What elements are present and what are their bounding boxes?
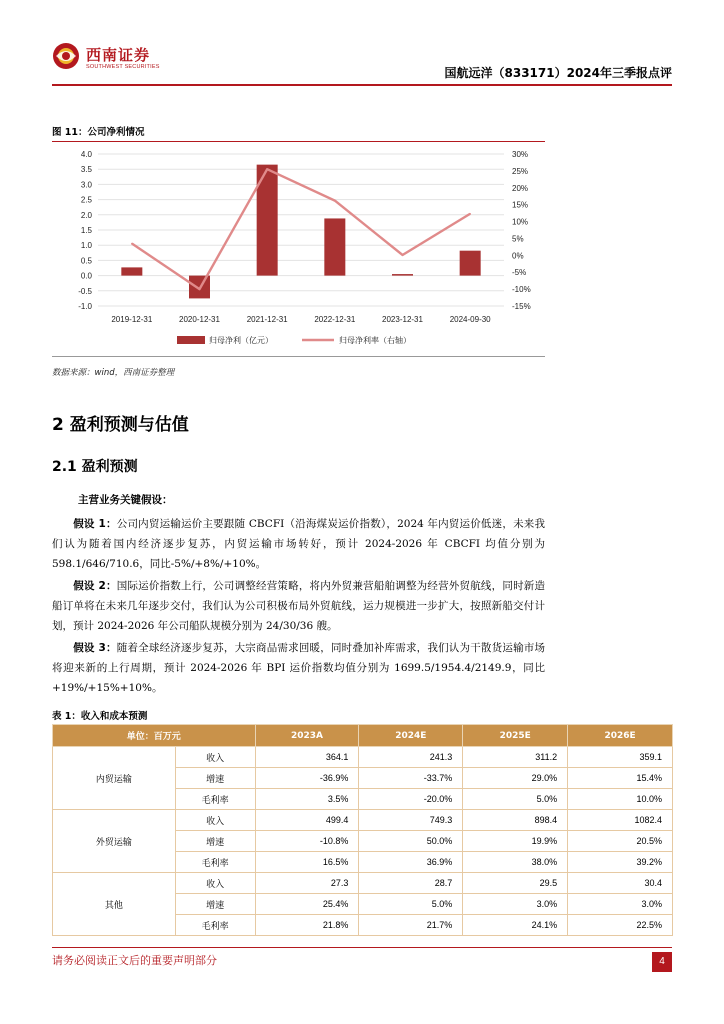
assumption-paragraph (52, 576, 545, 636)
y-left-tick-label: 0.5 (80, 256, 92, 266)
table-cell: 15.4% (568, 768, 673, 789)
assumption-paragraph (52, 638, 545, 698)
line-point (131, 243, 133, 245)
y-left-tick-label: 1.5 (80, 226, 92, 235)
assumption-text: 国际运价指数上行，公司调整经营策略，将内外贸兼营船舶调整为经营外贸航线，同时新造船订单将在未来几年逐步交付，我们认为公司积极布局外贸航线，运力规模进一步扩大，按照新船交付计划，预计 2024-2026 年公司船队规模分别为 24/30/36 艘。 (52, 580, 545, 632)
table-cell: 29.5 (463, 873, 568, 894)
y-left-tick-label: 4.0 (80, 150, 92, 159)
assumption-text: 随着全球经济逐步复苏，大宗商品需求回暖，同时叠加补库需求，我们认为干散货运输市场将迎来新的上行周期，预计 2024-2026 年 BPI 运价指数均值分别为 1699.5/1954.4/2149.9，同比+19%/+15%+10%。 (52, 642, 545, 694)
metric-label: 毛利率 (175, 852, 255, 873)
header-divider (52, 84, 672, 86)
table-cell: -33.7% (359, 768, 463, 789)
assumption-label: 假设 1： (73, 518, 117, 530)
legend-label: 归母净利率（右轴） (339, 336, 411, 345)
line-point (469, 213, 471, 215)
metric-label: 收入 (175, 747, 255, 768)
y-left-tick-label: -0.5 (78, 286, 92, 296)
table-cell: 28.7 (359, 873, 463, 894)
column-header: 2025E (463, 725, 568, 747)
table-cell: 241.3 (359, 747, 463, 768)
y-left-tick-label: 2.0 (80, 210, 92, 220)
y-left-tick-label: 3.5 (80, 165, 92, 175)
table-cell: 898.4 (463, 810, 568, 831)
page-header (52, 40, 672, 86)
table-cell: 5.0% (463, 789, 568, 810)
table-cell: 20.5% (568, 831, 673, 852)
y-right-tick-label: 10% (512, 217, 529, 227)
line-point (266, 168, 268, 170)
table-title: 表 1：收入和成本预测 (52, 711, 148, 722)
figure-bottom-rule (52, 356, 545, 357)
figure-title: 图 11：公司净利情况 (52, 127, 145, 138)
x-tick-label: 2020-12-31 (179, 315, 220, 324)
line-point (402, 254, 404, 256)
bar (324, 218, 345, 275)
column-header: 2024E (359, 725, 463, 747)
metric-label: 增速 (175, 768, 255, 789)
assumption-text: 公司内贸运输运价主要跟随 CBCFI（沿海煤炭运价指数），2024 年内贸运价低迷，未来我们认为随着国内经济逐步复苏，内贸运输市场转好，预计 2024-2026 年 CBCFI 均值分别为 598.1/646/710.6，同比-5%/+8%/+10%。 (52, 518, 545, 570)
logo-emblem-icon (52, 42, 80, 70)
table-cell: 22.5% (568, 915, 673, 936)
group-label: 内贸运输 (53, 747, 176, 810)
table-cell: -20.0% (359, 789, 463, 810)
table-cell: 749.3 (359, 810, 463, 831)
table-cell: 19.9% (463, 831, 568, 852)
series-line (132, 169, 470, 289)
table-cell: 29.0% (463, 768, 568, 789)
y-right-tick-label: 30% (512, 150, 529, 159)
metric-label: 收入 (175, 810, 255, 831)
line-point (334, 200, 336, 202)
logo-text-en: SOUTHWEST SECURITIES (86, 64, 160, 70)
x-tick-label: 2019-12-31 (111, 315, 153, 324)
table-cell: 27.3 (255, 873, 359, 894)
report-title: 国航远洋（833171）2024年三季报点评 (444, 66, 672, 80)
footer-disclaimer: 请务必阅读正文后的重要声明部分 (52, 954, 217, 967)
table-cell: 3.0% (463, 894, 568, 915)
column-header: 2023A (255, 725, 359, 747)
legend-label: 归母净利（亿元） (209, 336, 273, 345)
assumption-label: 假设 2： (73, 580, 117, 592)
table-cell: 3.5% (255, 789, 359, 810)
legend-swatch-bar (177, 336, 205, 344)
table-cell: -10.8% (255, 831, 359, 852)
table-cell: 1082.4 (568, 810, 673, 831)
table-cell: 21.7% (359, 915, 463, 936)
metric-label: 收入 (175, 873, 255, 894)
x-tick-label: 2021-12-31 (246, 315, 288, 324)
x-tick-label: 2024-09-30 (449, 315, 491, 324)
bar (392, 274, 413, 276)
y-left-tick-label: 0.0 (80, 271, 92, 281)
y-right-tick-label: -15% (512, 302, 531, 311)
table-cell: 16.5% (255, 852, 359, 873)
metric-label: 毛利率 (175, 915, 255, 936)
y-left-tick-label: 3.0 (80, 180, 92, 190)
section-heading: 2 盈利预测与估值 (52, 415, 189, 435)
group-label: 其他 (53, 873, 176, 936)
metric-label: 毛利率 (175, 789, 255, 810)
line-point (199, 288, 201, 290)
y-left-tick-label: 2.5 (80, 195, 92, 205)
unit-header: 单位：百万元 (53, 725, 256, 747)
y-right-tick-label: 25% (512, 166, 529, 176)
table-cell: 311.2 (463, 747, 568, 768)
table-cell: 36.9% (359, 852, 463, 873)
y-right-tick-label: 0% (512, 251, 524, 261)
logo-text-cn: 西南证券 (86, 46, 151, 64)
metric-label: 增速 (175, 831, 255, 852)
table-cell: 30.4 (568, 873, 673, 894)
table-header-row (53, 725, 673, 747)
net-profit-chart (52, 142, 545, 354)
table-cell: 25.4% (255, 894, 359, 915)
bar (460, 251, 481, 276)
column-header: 2026E (568, 725, 673, 747)
bar (121, 267, 142, 275)
table-cell: 50.0% (359, 831, 463, 852)
y-right-tick-label: 5% (512, 234, 524, 244)
y-right-tick-label: 20% (512, 183, 529, 193)
y-right-tick-label: -10% (512, 285, 531, 295)
metric-label: 增速 (175, 894, 255, 915)
table-row (53, 873, 673, 894)
table-cell: 499.4 (255, 810, 359, 831)
revenue-cost-table (52, 724, 673, 936)
table-cell: 38.0% (463, 852, 568, 873)
figure-source: 数据来源：wind，西南证券整理 (52, 368, 175, 378)
company-logo (52, 40, 212, 80)
table-cell: 39.2% (568, 852, 673, 873)
page-number: 4 (652, 952, 672, 972)
table-cell: 24.1% (463, 915, 568, 936)
x-tick-label: 2023-12-31 (382, 315, 423, 324)
table-cell: -36.9% (255, 768, 359, 789)
assumption-label: 假设 3： (73, 642, 117, 654)
x-tick-label: 2022-12-31 (314, 315, 356, 324)
y-left-tick-label: -1.0 (78, 302, 92, 311)
footer-divider (52, 947, 672, 948)
table-cell: 5.0% (359, 894, 463, 915)
subsection-heading: 2.1 盈利预测 (52, 459, 138, 475)
table-cell: 364.1 (255, 747, 359, 768)
table-row (53, 810, 673, 831)
table-cell: 3.0% (568, 894, 673, 915)
y-left-tick-label: 1.0 (80, 241, 92, 251)
y-right-tick-label: -5% (512, 268, 527, 278)
table-row (53, 747, 673, 768)
assumption-paragraph (52, 514, 545, 574)
table-cell: 21.8% (255, 915, 359, 936)
table-cell: 10.0% (568, 789, 673, 810)
table-cell: 359.1 (568, 747, 673, 768)
assumptions-title: 主营业务关键假设： (78, 494, 173, 506)
group-label: 外贸运输 (53, 810, 176, 873)
y-right-tick-label: 15% (512, 200, 529, 210)
